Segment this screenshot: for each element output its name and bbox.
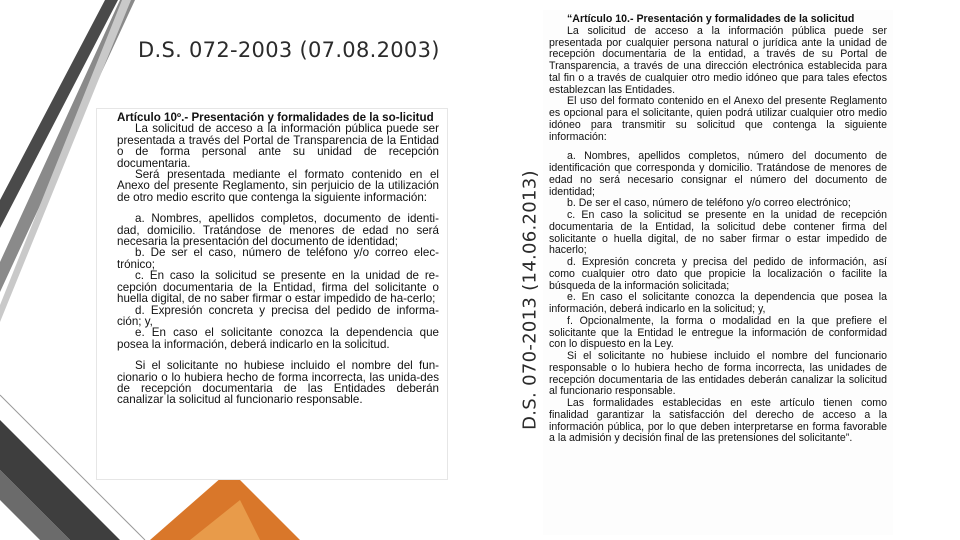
paragraph-1: La solicitud de acceso a la información pública puede ser presentada a través del Portal de Transparencia de la Entidad o de forma personal ante su unidad de recepción documentaria. (117, 122, 439, 170)
list-item-e: e. En caso el solicitante conozca la dependencia que posea la información, deberá indicarlo en la solicitud; y, (549, 291, 887, 315)
list-item-b: b. De ser el caso, número de teléfono y/o correo electrónico; (567, 197, 851, 210)
article-heading: “Artículo 10.- Presentación y formalidades de la solicitud (567, 13, 855, 25)
paragraph-2: Será presentada mediante el formato contenido en el Anexo del presente Reglamento, sin perjuicio de la utilización de otro medio escrito que contenga la siguiente información: (117, 168, 439, 204)
slide-title-left: D.S. 072-2003 (07.08.2003) (138, 38, 440, 62)
slide-title-vertical: D.S. 070-2013 (14.06.2013) (519, 170, 541, 430)
paragraph-3: Si el solicitante no hubiese incluido el nombre del funcionario responsable o lo hubiera hecho de forma incorrecta, las unidades de recepción documentaria de las entidades deberán canalizar la solicitud al funcionario responsable. (549, 350, 887, 398)
paragraph-2: El uso del formato contenido en el Anexo del presente Reglamento es opcional para el solicitante, quien podrá utilizar cualquier otro medio idóneo para transmitir su solicitud que contenga la siguiente información: (549, 95, 887, 143)
article-heading: Artículo 10º.- Presentación y formalidades de la so-licitud (117, 111, 434, 124)
list-item-d: d. Expresión concreta y precisa del pedido de informa-ción; y, (117, 303, 439, 328)
list-item-a: a. Nombres, apellidos completos, número del documento de identificación que corresponda y domicilio. Tratándose de menores de edad no será necesario consignar el número del documento de identidad; (549, 150, 887, 198)
list-item-d: d. Expresión concreta y precisa del pedido de información, así como cualquier otro dato que propicie la localización o facilite la búsqueda de la información solicitada; (549, 256, 887, 292)
list-item-c: c. En caso la solicitud se presente en la unidad de recepción documentaria de la Entidad, la solicitud debe contener firma del solicitante o huella digital, de no saber firmar o estar impedido de hacerlo; (549, 209, 887, 257)
list-item-e: e. En caso el solicitante conozca la dependencia que posea la información, deberá indicarlo en la solicitud. (117, 326, 439, 351)
list-item-f: f. Opcionalmente, la forma o modalidad en la que prefiere el solicitante que la Entidad le entregue la información de conformidad con lo dispuesto en la Ley. (549, 314, 887, 351)
document-scan-left (96, 108, 448, 480)
list-item-b: b. De ser el caso, número de teléfono y/o correo elec-trónico; (117, 246, 439, 271)
list-item-a: a. Nombres, apellidos completos, documento de identi-dad, domicilio. Tratándose de menores de edad no será necesaria la presentación del documento de identidad; (117, 212, 439, 249)
paragraph-1: La solicitud de acceso a la información pública puede ser presentada por cualquier persona natural o jurídica ante la unidad de recepción documentaria de la entidad, a través de su Portal de Transparencia, a través de una dirección electrónica establecida para tal fin o a través de cualquier otro medio idóneo que para tales efectos establezcan las Entidades. (549, 24, 887, 96)
paragraph-4: Las formalidades establecidas en este artículo tienen como finalidad garantizar la satisfacción del derecho de acceso a la información pública, por lo que deben interpretarse en forma favorable a la admisión y decisión final de las pretensiones del solicitante”. (549, 397, 887, 445)
list-item-c: c. En caso la solicitud se presente en la unidad de re-cepción documentaria de la Entidad, firma del solicitante o huella digital, de no saber firmar o estar impedido de ha-cerlo; (117, 269, 439, 306)
paragraph-3: Si el solicitante no hubiese incluido el nombre del fun-cionario o lo hubiera hecho de forma incorrecta, las unida-des de recepción documentaria de las Entidades deberán canalizar la solicitud al funcionario responsable. (117, 359, 439, 407)
document-scan-right (543, 10, 893, 535)
